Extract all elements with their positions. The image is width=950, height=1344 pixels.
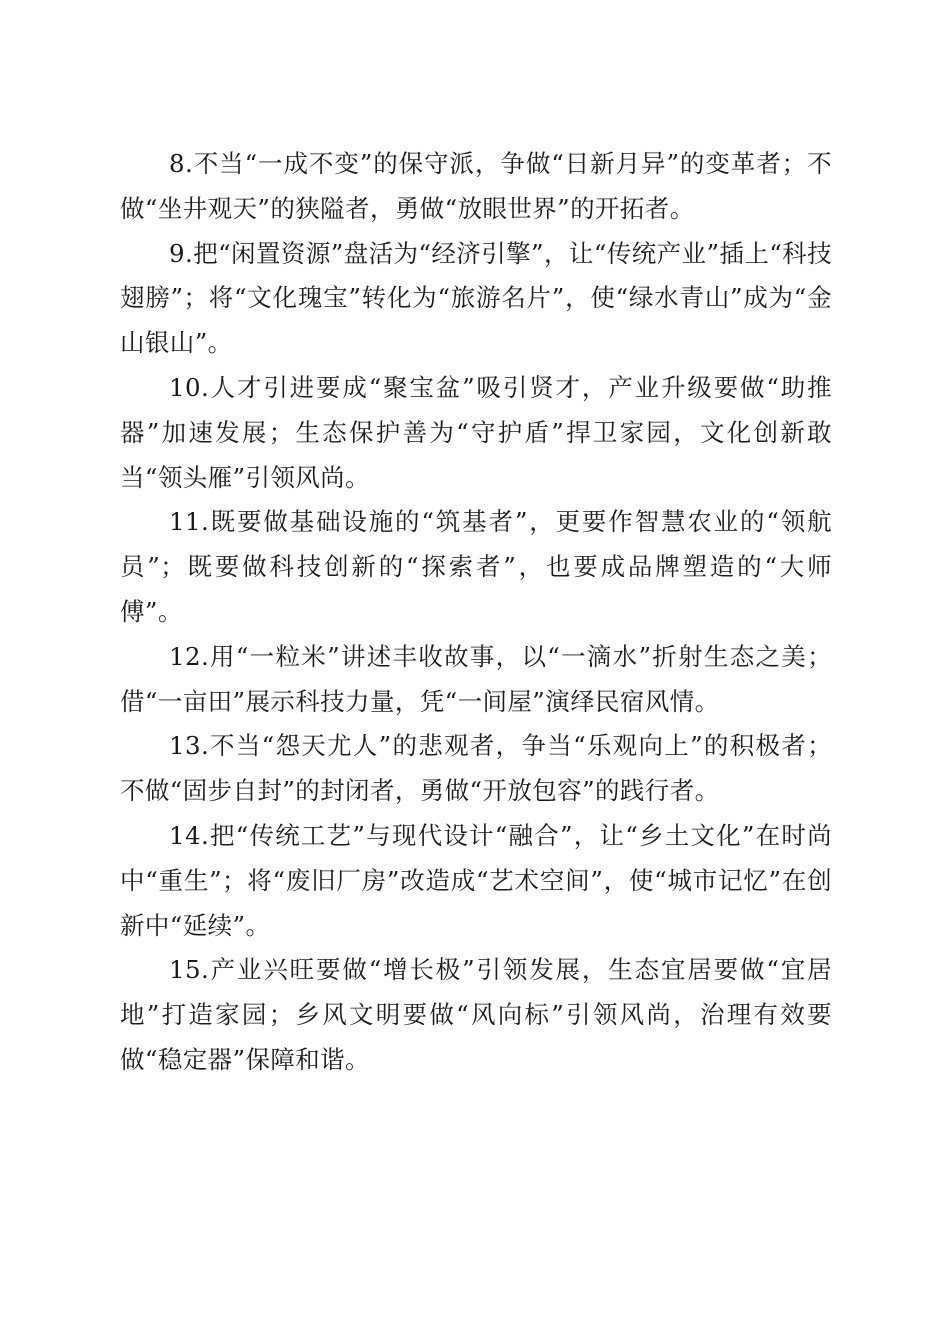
paragraph-15: 15.产业兴旺要做“增长极”引领发展，生态宜居要做“宜居地”打造家园；乡风文明要做“风向标”引领风尚，治理有效要做“稳定器”保障和谐。 xyxy=(120,955,832,1074)
paragraph-14: 14.把“传统工艺”与现代设计“融合”，让“乡土文化”在时尚中“重生”；将“废旧厂房”改造成“艺术空间”，使“城市记忆”在创新中“延续”。 xyxy=(120,820,832,940)
paragraph-9: 9.把“闲置资源”盘活为“经济引擎”，让“传统产业”插上“科技翅膀”；将“文化瑰宝”转化为“旅游名片”，使“绿水青山”成为“金山银山”。 xyxy=(120,238,832,358)
paragraph-10: 10.人才引进要成“聚宝盆”吸引贤才，产业升级要做“助推器”加速发展；生态保护善为“守护盾”捍卫家园，文化创新敢当“领头雁”引领风尚。 xyxy=(120,372,832,492)
paragraph-12: 12.用“一粒米”讲述丰收故事，以“一滴水”折射生态之美；借“一亩田”展示科技力量，凭“一间屋”演绎民宿风情。 xyxy=(120,641,832,716)
paragraph-8: 8.不当“一成不变”的保守派，争做“日新月异”的变革者；不做“坐井观天”的狭隘者，勇做“放眼世界”的开拓者。 xyxy=(120,149,832,223)
paragraph-13: 13.不当“怨天尤人”的悲观者，争当“乐观向上”的积极者；不做“固步自封”的封闭者，勇做“开放包容”的践行者。 xyxy=(120,731,832,806)
paragraph-11: 11.既要做基础设施的“筑基者”，更要作智慧农业的“领航员”；既要做科技创新的“探索者”，也要成品牌塑造的“大师傅”。 xyxy=(120,507,832,626)
document-body xyxy=(120,142,832,1083)
